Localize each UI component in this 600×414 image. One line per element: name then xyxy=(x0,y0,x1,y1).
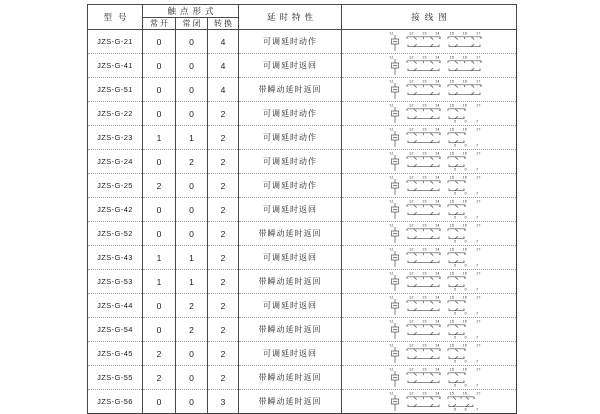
svg-text:7: 7 xyxy=(476,214,479,220)
svg-text:5: 5 xyxy=(454,262,457,268)
delay-characteristic-cell: 可调延时动作 xyxy=(239,30,342,54)
svg-text:5: 5 xyxy=(454,334,457,340)
wiring-diagram-icon xyxy=(388,78,488,101)
svg-text:6: 6 xyxy=(464,142,467,148)
delay-characteristic-cell: 可调延时返回 xyxy=(239,294,342,318)
svg-text:12: 12 xyxy=(409,54,414,60)
changeover-cell: 2 xyxy=(208,366,239,390)
header-changeover: 转换 xyxy=(208,18,239,30)
wiring-diagram-icon xyxy=(388,390,488,413)
svg-text:6: 6 xyxy=(464,358,467,364)
svg-text:13: 13 xyxy=(422,150,427,156)
svg-text:11: 11 xyxy=(389,222,394,228)
changeover-cell: 2 xyxy=(208,318,239,342)
svg-text:14: 14 xyxy=(435,78,440,84)
svg-text:7: 7 xyxy=(476,118,479,124)
svg-text:15: 15 xyxy=(449,366,454,372)
svg-text:13: 13 xyxy=(422,294,427,300)
delay-characteristic-cell: 可调延时返回 xyxy=(239,198,342,222)
svg-text:12: 12 xyxy=(409,294,414,300)
svg-text:7: 7 xyxy=(476,310,479,316)
normally-closed-cell: 0 xyxy=(176,78,208,102)
svg-text:6: 6 xyxy=(464,166,467,172)
svg-text:15: 15 xyxy=(449,390,454,396)
svg-text:16: 16 xyxy=(462,126,467,132)
svg-text:14: 14 xyxy=(435,30,440,36)
table-body xyxy=(88,30,517,414)
svg-text:12: 12 xyxy=(409,222,414,228)
svg-text:14: 14 xyxy=(435,126,440,132)
svg-text:16: 16 xyxy=(462,198,467,204)
svg-text:7: 7 xyxy=(476,382,479,388)
wiring-diagram-cell xyxy=(342,366,517,390)
svg-text:7: 7 xyxy=(476,334,479,340)
svg-text:12: 12 xyxy=(409,270,414,276)
model-cell: JZS-G-52 xyxy=(88,222,143,246)
svg-text:12: 12 xyxy=(409,30,414,36)
wiring-diagram-icon xyxy=(388,150,488,173)
delay-characteristic-cell: 带瞬动延时返回 xyxy=(239,366,342,390)
normally-closed-cell: 2 xyxy=(176,318,208,342)
changeover-cell: 3 xyxy=(208,390,239,414)
delay-characteristic-cell: 可调延时动作 xyxy=(239,174,342,198)
svg-text:7: 7 xyxy=(476,406,479,412)
changeover-cell: 2 xyxy=(208,294,239,318)
svg-text:11: 11 xyxy=(389,150,394,156)
normally-closed-cell: 0 xyxy=(176,222,208,246)
normally-open-cell: 1 xyxy=(143,270,176,294)
svg-text:6: 6 xyxy=(464,406,467,412)
svg-text:14: 14 xyxy=(435,366,440,372)
wiring-diagram-cell xyxy=(342,246,517,270)
svg-text:13: 13 xyxy=(422,270,427,276)
svg-text:16: 16 xyxy=(462,150,467,156)
svg-text:5: 5 xyxy=(454,406,457,412)
changeover-cell: 2 xyxy=(208,198,239,222)
normally-open-cell: 0 xyxy=(143,222,176,246)
model-cell: JZS-G-51 xyxy=(88,78,143,102)
wiring-diagram-icon xyxy=(388,222,488,245)
svg-text:6: 6 xyxy=(464,334,467,340)
changeover-cell: 4 xyxy=(208,78,239,102)
wiring-diagram-cell xyxy=(342,150,517,174)
svg-text:17: 17 xyxy=(476,126,481,132)
normally-open-cell: 1 xyxy=(143,246,176,270)
svg-text:11: 11 xyxy=(389,174,394,180)
table-row xyxy=(88,54,517,78)
normally-open-cell: 0 xyxy=(143,198,176,222)
normally-closed-cell: 0 xyxy=(176,30,208,54)
table-row xyxy=(88,126,517,150)
svg-text:14: 14 xyxy=(435,270,440,276)
svg-text:12: 12 xyxy=(409,342,414,348)
delay-characteristic-cell: 可调延时返回 xyxy=(239,54,342,78)
svg-text:16: 16 xyxy=(462,390,467,396)
svg-text:5: 5 xyxy=(454,358,457,364)
svg-text:15: 15 xyxy=(449,294,454,300)
svg-text:11: 11 xyxy=(389,30,394,36)
table-row xyxy=(88,246,517,270)
normally-closed-cell: 0 xyxy=(176,198,208,222)
svg-text:15: 15 xyxy=(449,126,454,132)
svg-text:7: 7 xyxy=(476,190,479,196)
wiring-diagram-cell xyxy=(342,126,517,150)
svg-text:12: 12 xyxy=(409,78,414,84)
model-cell: JZS-G-55 xyxy=(88,366,143,390)
svg-text:15: 15 xyxy=(449,198,454,204)
svg-text:12: 12 xyxy=(409,126,414,132)
delay-characteristic-cell: 带瞬动延时返回 xyxy=(239,270,342,294)
normally-closed-cell: 0 xyxy=(176,174,208,198)
wiring-diagram-icon xyxy=(388,318,488,341)
table-row xyxy=(88,78,517,102)
changeover-cell: 2 xyxy=(208,126,239,150)
svg-text:6: 6 xyxy=(464,310,467,316)
header-normally-closed: 常闭 xyxy=(176,18,208,30)
normally-open-cell: 0 xyxy=(143,54,176,78)
normally-open-cell: 0 xyxy=(143,150,176,174)
svg-text:17: 17 xyxy=(476,102,481,108)
svg-text:7: 7 xyxy=(476,286,479,292)
changeover-cell: 2 xyxy=(208,102,239,126)
normally-open-cell: 1 xyxy=(143,126,176,150)
svg-text:14: 14 xyxy=(435,294,440,300)
svg-text:11: 11 xyxy=(389,318,394,324)
svg-text:13: 13 xyxy=(422,30,427,36)
svg-text:11: 11 xyxy=(389,366,394,372)
normally-closed-cell: 0 xyxy=(176,54,208,78)
svg-text:6: 6 xyxy=(464,118,467,124)
svg-text:11: 11 xyxy=(389,246,394,252)
header-model: 型号 xyxy=(88,5,143,30)
svg-text:7: 7 xyxy=(476,166,479,172)
normally-closed-cell: 0 xyxy=(176,390,208,414)
normally-closed-cell: 1 xyxy=(176,270,208,294)
svg-text:5: 5 xyxy=(454,142,457,148)
normally-open-cell: 2 xyxy=(143,366,176,390)
normally-open-cell: 2 xyxy=(143,342,176,366)
wiring-diagram-cell xyxy=(342,222,517,246)
normally-closed-cell: 0 xyxy=(176,366,208,390)
svg-text:16: 16 xyxy=(462,294,467,300)
svg-text:15: 15 xyxy=(449,174,454,180)
svg-text:7: 7 xyxy=(476,262,479,268)
wiring-diagram-cell xyxy=(342,30,517,54)
model-cell: JZS-G-25 xyxy=(88,174,143,198)
header-wiring-diagram: 接线图 xyxy=(342,5,517,30)
svg-text:11: 11 xyxy=(389,54,394,60)
table-row xyxy=(88,366,517,390)
svg-text:16: 16 xyxy=(462,318,467,324)
svg-text:5: 5 xyxy=(454,190,457,196)
svg-text:14: 14 xyxy=(435,174,440,180)
svg-text:7: 7 xyxy=(476,142,479,148)
svg-text:17: 17 xyxy=(476,246,481,252)
normally-open-cell: 0 xyxy=(143,294,176,318)
svg-text:15: 15 xyxy=(449,102,454,108)
wiring-diagram-cell xyxy=(342,78,517,102)
svg-text:14: 14 xyxy=(435,318,440,324)
table-row xyxy=(88,198,517,222)
svg-text:17: 17 xyxy=(476,390,481,396)
changeover-cell: 2 xyxy=(208,246,239,270)
normally-closed-cell: 2 xyxy=(176,294,208,318)
svg-text:11: 11 xyxy=(389,78,394,84)
wiring-diagram-cell xyxy=(342,198,517,222)
changeover-cell: 2 xyxy=(208,150,239,174)
table-row xyxy=(88,318,517,342)
svg-text:5: 5 xyxy=(454,118,457,124)
normally-open-cell: 0 xyxy=(143,102,176,126)
wiring-diagram-icon xyxy=(388,126,488,149)
normally-closed-cell: 0 xyxy=(176,102,208,126)
svg-text:13: 13 xyxy=(422,54,427,60)
svg-text:12: 12 xyxy=(409,246,414,252)
svg-text:16: 16 xyxy=(462,222,467,228)
model-cell: JZS-G-53 xyxy=(88,270,143,294)
svg-text:13: 13 xyxy=(422,78,427,84)
svg-text:11: 11 xyxy=(389,390,394,396)
svg-text:15: 15 xyxy=(449,318,454,324)
svg-text:17: 17 xyxy=(476,270,481,276)
header-contact-form: 触点形式 xyxy=(143,5,239,18)
wiring-diagram-icon xyxy=(388,366,488,389)
svg-text:11: 11 xyxy=(389,198,394,204)
normally-open-cell: 0 xyxy=(143,30,176,54)
svg-text:17: 17 xyxy=(476,30,481,36)
svg-text:17: 17 xyxy=(476,150,481,156)
svg-text:5: 5 xyxy=(454,286,457,292)
wiring-diagram-cell xyxy=(342,174,517,198)
svg-text:5: 5 xyxy=(454,238,457,244)
svg-text:13: 13 xyxy=(422,126,427,132)
svg-text:14: 14 xyxy=(435,54,440,60)
table-row xyxy=(88,30,517,54)
table-row xyxy=(88,222,517,246)
normally-open-cell: 0 xyxy=(143,318,176,342)
normally-closed-cell: 1 xyxy=(176,126,208,150)
changeover-cell: 2 xyxy=(208,342,239,366)
table-row xyxy=(88,150,517,174)
header-normally-open: 常开 xyxy=(143,18,176,30)
svg-text:13: 13 xyxy=(422,246,427,252)
wiring-diagram-icon xyxy=(388,270,488,293)
wiring-diagram-cell xyxy=(342,102,517,126)
table-row xyxy=(88,270,517,294)
svg-text:12: 12 xyxy=(409,366,414,372)
relay-spec-table xyxy=(87,4,517,414)
svg-text:11: 11 xyxy=(389,102,394,108)
delay-characteristic-cell: 可调延时返回 xyxy=(239,246,342,270)
table-row xyxy=(88,342,517,366)
table-row xyxy=(88,102,517,126)
svg-text:7: 7 xyxy=(476,358,479,364)
svg-text:17: 17 xyxy=(476,366,481,372)
table-row xyxy=(88,390,517,414)
svg-text:5: 5 xyxy=(454,310,457,316)
svg-text:14: 14 xyxy=(435,222,440,228)
wiring-diagram-icon xyxy=(388,30,488,53)
wiring-diagram-icon xyxy=(388,342,488,365)
svg-text:15: 15 xyxy=(449,222,454,228)
wiring-diagram-cell xyxy=(342,270,517,294)
normally-open-cell: 0 xyxy=(143,390,176,414)
model-cell: JZS-G-44 xyxy=(88,294,143,318)
wiring-diagram-cell xyxy=(342,342,517,366)
model-cell: JZS-G-21 xyxy=(88,30,143,54)
svg-text:5: 5 xyxy=(454,214,457,220)
svg-text:12: 12 xyxy=(409,150,414,156)
svg-text:16: 16 xyxy=(462,102,467,108)
delay-characteristic-cell: 可调延时动作 xyxy=(239,126,342,150)
svg-text:16: 16 xyxy=(462,366,467,372)
wiring-diagram-icon xyxy=(388,102,488,125)
svg-text:16: 16 xyxy=(462,30,467,36)
svg-text:13: 13 xyxy=(422,222,427,228)
svg-text:17: 17 xyxy=(476,342,481,348)
svg-text:13: 13 xyxy=(422,390,427,396)
table-row xyxy=(88,294,517,318)
svg-text:6: 6 xyxy=(464,190,467,196)
changeover-cell: 2 xyxy=(208,174,239,198)
svg-text:13: 13 xyxy=(422,174,427,180)
svg-text:17: 17 xyxy=(476,318,481,324)
svg-text:17: 17 xyxy=(476,78,481,84)
svg-text:12: 12 xyxy=(409,318,414,324)
svg-text:15: 15 xyxy=(449,150,454,156)
svg-text:13: 13 xyxy=(422,366,427,372)
svg-text:6: 6 xyxy=(464,262,467,268)
changeover-cell: 2 xyxy=(208,270,239,294)
svg-text:17: 17 xyxy=(476,222,481,228)
svg-text:13: 13 xyxy=(422,318,427,324)
svg-text:14: 14 xyxy=(435,342,440,348)
normally-closed-cell: 1 xyxy=(176,246,208,270)
svg-text:14: 14 xyxy=(435,390,440,396)
delay-characteristic-cell: 带瞬动延时返回 xyxy=(239,318,342,342)
svg-text:11: 11 xyxy=(389,126,394,132)
wiring-diagram-icon xyxy=(388,54,488,77)
svg-text:14: 14 xyxy=(435,246,440,252)
delay-characteristic-cell: 带瞬动延时返回 xyxy=(239,78,342,102)
table-row xyxy=(88,174,517,198)
model-cell: JZS-G-56 xyxy=(88,390,143,414)
svg-text:15: 15 xyxy=(449,342,454,348)
svg-text:17: 17 xyxy=(476,198,481,204)
svg-text:11: 11 xyxy=(389,294,394,300)
svg-text:14: 14 xyxy=(435,150,440,156)
svg-text:6: 6 xyxy=(464,238,467,244)
svg-text:16: 16 xyxy=(462,174,467,180)
svg-text:11: 11 xyxy=(389,270,394,276)
wiring-diagram-cell xyxy=(342,318,517,342)
svg-text:13: 13 xyxy=(422,102,427,108)
svg-text:16: 16 xyxy=(462,270,467,276)
changeover-cell: 2 xyxy=(208,222,239,246)
normally-closed-cell: 2 xyxy=(176,150,208,174)
table-header xyxy=(88,5,517,30)
svg-text:15: 15 xyxy=(449,30,454,36)
wiring-diagram-cell xyxy=(342,54,517,78)
model-cell: JZS-G-23 xyxy=(88,126,143,150)
svg-text:5: 5 xyxy=(454,382,457,388)
normally-open-cell: 0 xyxy=(143,78,176,102)
model-cell: JZS-G-42 xyxy=(88,198,143,222)
svg-text:5: 5 xyxy=(454,166,457,172)
wiring-diagram-icon xyxy=(388,198,488,221)
svg-text:12: 12 xyxy=(409,390,414,396)
svg-text:16: 16 xyxy=(462,78,467,84)
delay-characteristic-cell: 可调延时动作 xyxy=(239,102,342,126)
svg-text:7: 7 xyxy=(476,238,479,244)
svg-text:17: 17 xyxy=(476,54,481,60)
svg-text:13: 13 xyxy=(422,198,427,204)
svg-text:16: 16 xyxy=(462,246,467,252)
changeover-cell: 4 xyxy=(208,30,239,54)
model-cell: JZS-G-45 xyxy=(88,342,143,366)
wiring-diagram-icon xyxy=(388,294,488,317)
svg-text:11: 11 xyxy=(389,342,394,348)
svg-text:15: 15 xyxy=(449,246,454,252)
svg-text:17: 17 xyxy=(476,294,481,300)
svg-text:14: 14 xyxy=(435,198,440,204)
model-cell: JZS-G-54 xyxy=(88,318,143,342)
delay-characteristic-cell: 可调延时返回 xyxy=(239,342,342,366)
delay-characteristic-cell: 带瞬动延时返回 xyxy=(239,390,342,414)
svg-text:17: 17 xyxy=(476,174,481,180)
model-cell: JZS-G-41 xyxy=(88,54,143,78)
wiring-diagram-icon xyxy=(388,174,488,197)
normally-closed-cell: 0 xyxy=(176,342,208,366)
wiring-diagram-cell xyxy=(342,390,517,414)
wiring-diagram-icon xyxy=(388,246,488,269)
svg-text:12: 12 xyxy=(409,198,414,204)
model-cell: JZS-G-22 xyxy=(88,102,143,126)
svg-text:15: 15 xyxy=(449,54,454,60)
svg-text:16: 16 xyxy=(462,342,467,348)
svg-text:14: 14 xyxy=(435,102,440,108)
model-cell: JZS-G-24 xyxy=(88,150,143,174)
svg-text:12: 12 xyxy=(409,102,414,108)
svg-text:12: 12 xyxy=(409,174,414,180)
svg-text:6: 6 xyxy=(464,286,467,292)
svg-text:13: 13 xyxy=(422,342,427,348)
delay-characteristic-cell: 可调延时动作 xyxy=(239,150,342,174)
svg-text:6: 6 xyxy=(464,214,467,220)
normally-open-cell: 2 xyxy=(143,174,176,198)
svg-text:16: 16 xyxy=(462,54,467,60)
changeover-cell: 4 xyxy=(208,54,239,78)
svg-text:15: 15 xyxy=(449,78,454,84)
header-delay-characteristic: 延时特性 xyxy=(239,5,342,30)
svg-text:6: 6 xyxy=(464,382,467,388)
delay-characteristic-cell: 带瞬动延时返回 xyxy=(239,222,342,246)
model-cell: JZS-G-43 xyxy=(88,246,143,270)
wiring-diagram-cell xyxy=(342,294,517,318)
svg-text:15: 15 xyxy=(449,270,454,276)
